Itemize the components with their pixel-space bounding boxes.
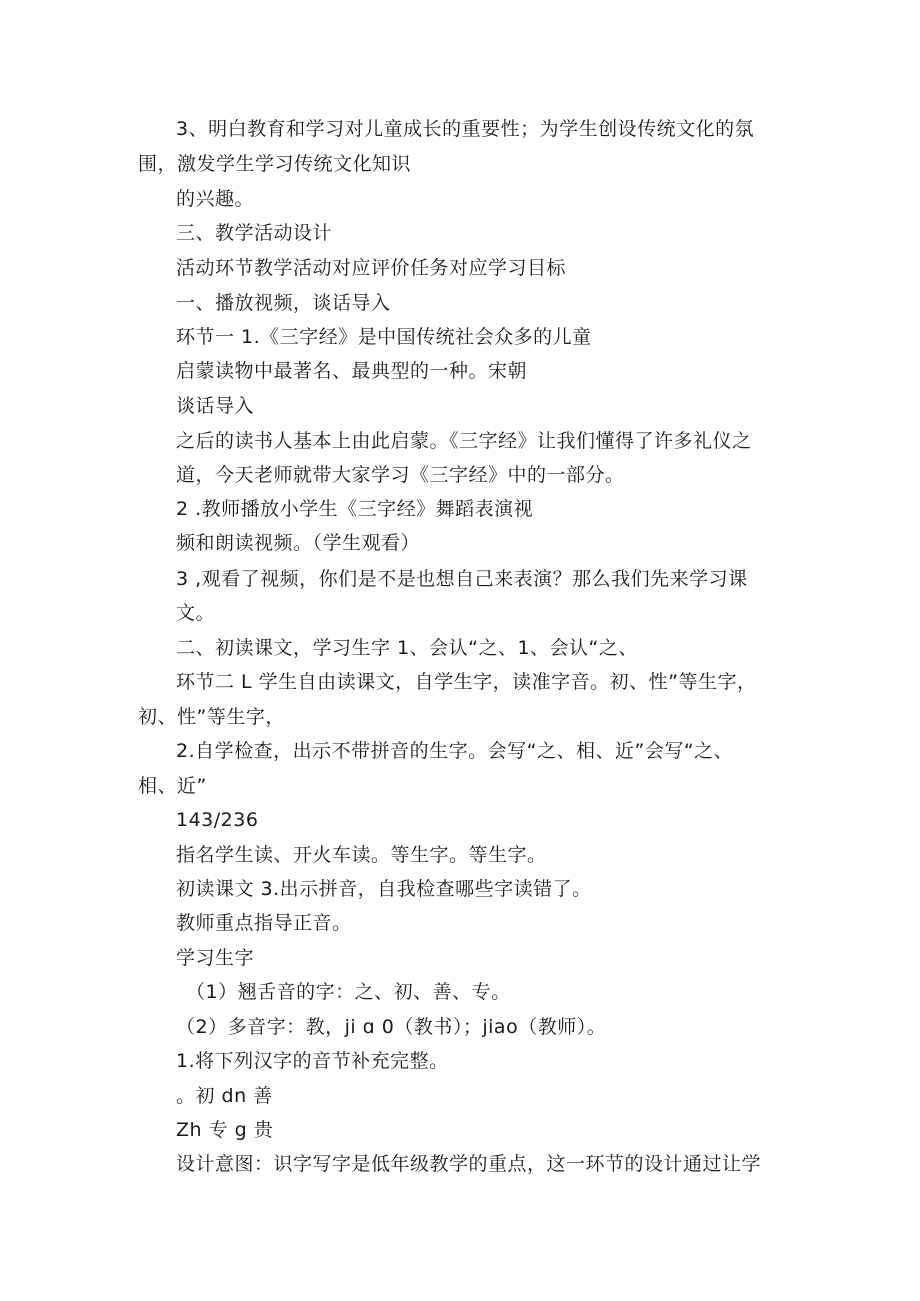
text-line: 相、近” — [138, 775, 207, 797]
text-line: 学习生字 — [176, 947, 255, 969]
text-line: 设计意图：识字写字是低年级教学的重点，这一环节的设计通过让学 — [176, 1153, 762, 1175]
text-line: 之后的读书人基本上由此启蒙。《三字经》让我们懂得了许多礼仪之 — [176, 430, 752, 452]
text-line: 文。 — [176, 602, 216, 624]
text-line: 2 .教师播放小学生《三字经》舞蹈表演视 — [176, 498, 534, 520]
text-line: 初、性”等生字， — [138, 706, 285, 728]
text-line: 2.自学检查，出示不带拼音的生字。会写“之、相、近”会写“之、 — [176, 740, 734, 762]
text-line: （2）多音字：教，ji ɑ 0（教书）；jiao（教师）。 — [176, 1016, 607, 1038]
text-line: 二、初读课文，学习生字 1、会认“之、1、会认“之、 — [176, 637, 638, 659]
text-line: 谈话导入 — [176, 395, 255, 417]
text-line: 环节一 1.《三字经》是中国传统社会众多的儿童 — [176, 326, 592, 348]
text-line: 道，今天老师就带大家学习《三字经》中的一部分。 — [176, 464, 625, 486]
text-line: 。初 dn 善 — [176, 1085, 273, 1107]
text-line: 启蒙读物中最著名、最典型的一种。宋朝 — [176, 360, 528, 382]
text-line: 三、教学活动设计 — [176, 222, 333, 244]
text-line: 围，激发学生学习传统文化知识 — [138, 153, 412, 175]
text-line: （1）翘舌音的字：之、初、善、专。 — [186, 981, 511, 1003]
text-line: 3 ,观看了视频，你们是不是也想自己来表演？那么我们先来学习课 — [176, 568, 748, 590]
page-number-text: 143/236 — [176, 809, 259, 831]
text-line: 指名学生读、开火车读。等生字。等生字。 — [176, 844, 547, 866]
text-line: 活动环节教学活动对应评价任务对应学习目标 — [176, 257, 567, 279]
text-line: Zh 专 g 贵 — [176, 1119, 274, 1141]
text-line: 频和朗读视频。（学生观看） — [176, 532, 421, 554]
text-line: 环节二 L 学生自由读课文，自学生字，读准字音。初、性”等生字， — [176, 671, 757, 693]
text-line: 教师重点指导正音。 — [176, 912, 352, 934]
text-line: 1.将下列汉字的音节补充完整。 — [176, 1050, 449, 1072]
text-line: 3、明白教育和学习对儿童成长的重要性；为学生创设传统文化的氛 — [176, 118, 755, 140]
text-line: 的兴趣。 — [176, 188, 255, 210]
text-line: 一、播放视频，谈话导入 — [176, 292, 391, 314]
text-line: 初读课文 3.出示拼音，自我检查哪些字读错了。 — [176, 878, 592, 900]
